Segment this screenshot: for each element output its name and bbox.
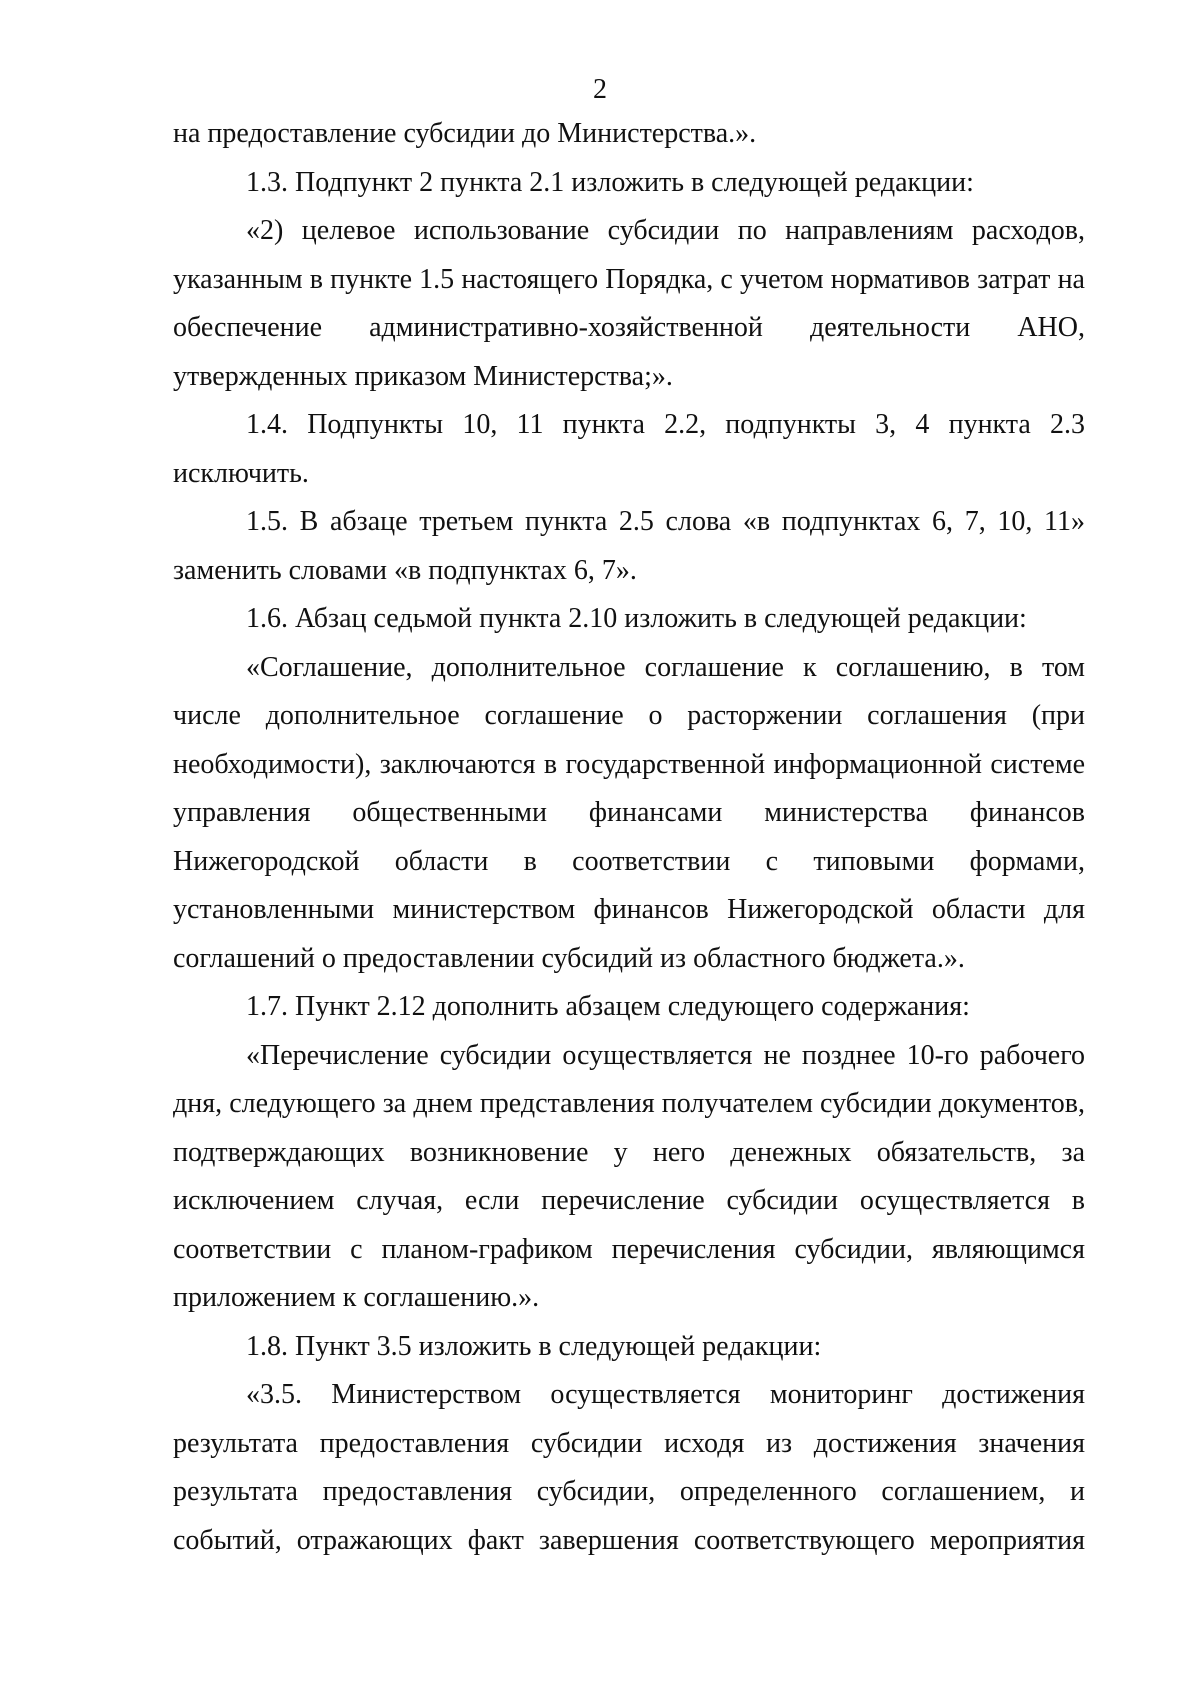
paragraph-1-7: 1.7. Пункт 2.12 дополнить абзацем следующего содержания:	[246, 991, 970, 1022]
paragraph-1-8: 1.8. Пункт 3.5 изложить в следующей редакции:	[246, 1330, 822, 1362]
paragraph-1-6: 1.6. Абзац седьмой пункта 2.10 изложить в следующей редакции:	[246, 603, 1027, 634]
paragraph-quote-item-2: «2) целевое использование субсидии по направлениям расходов, указанным в пункте 1.5 настоящего Порядка, с учетом нормативов затрат на обеспечение административно-хозяйственной деятельности АНО, утвержденных приказом Министерства;».	[173, 215, 1085, 392]
paragraph-1-5: 1.5. В абзаце третьем пункта 2.5 слова «в подпунктах 6, 7, 10, 11» заменить словами «в подпунктах 6, 7».	[173, 506, 1085, 586]
paragraph-quote-3-5: «3.5. Министерством осуществляется мониторинг достижения результата предоставления субсидии исходя из достижения значения результата предоставления субсидии, определенного соглашением, и событий, отражающих факт завершения соответствующего мероприятия	[173, 1379, 1085, 1556]
document-body	[173, 110, 1085, 1565]
paragraph-continuation: на предоставление субсидии до Министерства.».	[173, 118, 757, 149]
paragraph-quote-agreement: «Соглашение, дополнительное соглашение к соглашению, в том числе дополнительное соглашение о расторжении соглашения (при необходимости), заключаются в государственной информационной системе управления общественными финансами министерства финансов Нижегородской области в соответствии с типовыми формами, установленными министерством финансов Нижегородской области для соглашений о предоставлении субсидий из областного бюджета.».	[173, 651, 1085, 974]
paragraph-1-3: 1.3. Подпункт 2 пункта 2.1 изложить в следующей редакции:	[246, 166, 974, 198]
page-number: 2	[593, 74, 607, 105]
paragraph-1-4: 1.4. Подпункты 10, 11 пункта 2.2, подпункты 3, 4 пункта 2.3 исключить.	[173, 409, 1085, 489]
paragraph-quote-transfer: «Перечисление субсидии осуществляется не позднее 10-го рабочего дня, следующего за днем представления получателем субсидии документов, подтверждающих возникновение у него денежных обязательств, за исключением случая, если перечисление субсидии осуществляется в соответствии с планом-графиком перечисления субсидии, являющимся приложением к соглашению.».	[173, 1039, 1085, 1313]
